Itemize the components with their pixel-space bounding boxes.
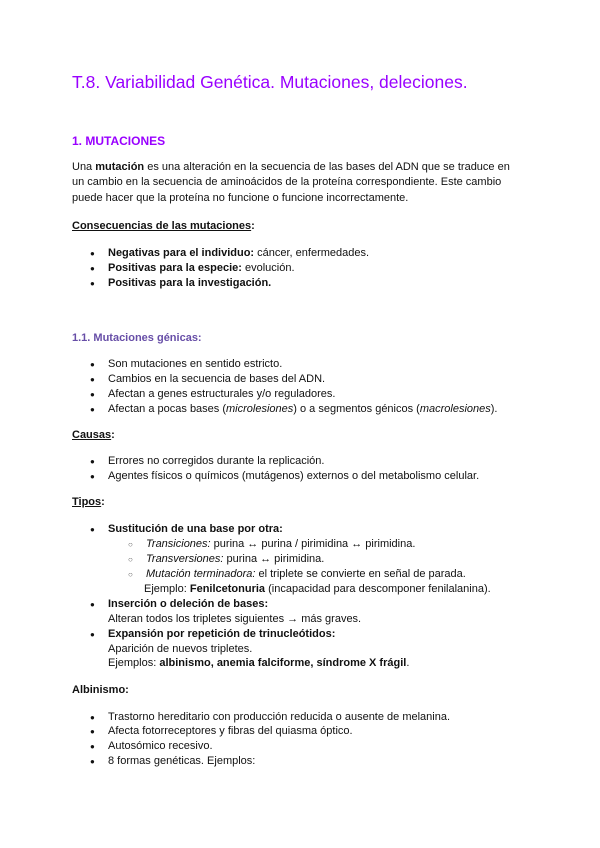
text-run: Consecuencias de las mutaciones	[72, 220, 252, 232]
text-line	[108, 642, 252, 656]
text-run: un cambio en la secuencia de aminoácidos de la proteína correspondiente. Este cambio	[72, 176, 502, 188]
list-item	[108, 469, 479, 483]
text-run: Trastorno hereditario con producción reducida o ausente de melanina.	[108, 711, 451, 723]
text-run: Afectan a genes estructurales y/o reguladores.	[108, 388, 336, 400]
list-item	[108, 597, 268, 611]
text-run: Inserción o deleción de bases:	[108, 598, 269, 610]
text-run: Aparición de nuevos tripletes.	[108, 643, 253, 655]
bullet-icon: ●	[90, 279, 95, 288]
text-run: Positivas para la investigación.	[108, 277, 272, 289]
bullet-icon: ●	[90, 249, 95, 258]
text-run: :	[111, 429, 115, 441]
text-run: Ejemplos:	[108, 657, 160, 669]
text-line	[108, 656, 409, 670]
text-run: Autosómico recesivo.	[108, 740, 213, 752]
list-item	[108, 372, 325, 386]
text-run: (incapacidad para descomponer fenilalanina).	[265, 583, 491, 595]
text-run: Alteran todos los tripletes siguientes → más graves.	[108, 613, 362, 625]
text-run: Cambios en la secuencia de bases del ADN.	[108, 373, 326, 385]
text-run: Fenilcetonuria	[189, 583, 266, 595]
text-run: macrolesiones	[419, 403, 491, 415]
text-line	[72, 219, 255, 233]
text-run: evolución.	[241, 262, 295, 274]
list-item	[146, 552, 324, 566]
text-line	[72, 495, 105, 509]
list-item	[108, 724, 353, 738]
text-run: purina ↔ purina / pirimidina ↔ pirimidina.	[210, 538, 416, 550]
text-line	[72, 160, 510, 174]
text-run: Albinismo:	[72, 684, 129, 696]
bullet-icon: ●	[90, 630, 95, 639]
text-run: puede hacer que la proteína no funcione o funcione incorrectamente.	[72, 192, 409, 204]
bullet-icon: ●	[90, 375, 95, 384]
text-run: 8 formas genéticas. Ejemplos:	[108, 755, 256, 767]
text-run: Positivas para la especie:	[108, 262, 242, 274]
bullet-icon: ●	[90, 360, 95, 369]
text-run: el triplete se convierte en señal de parada.	[255, 568, 466, 580]
subsection-heading	[72, 331, 202, 345]
list-item	[108, 454, 324, 468]
text-run: purina ↔ pirimidina.	[223, 553, 325, 565]
list-item	[108, 754, 255, 768]
text-run: es una alteración en la secuencia de las bases del ADN que se traduce en	[144, 161, 510, 173]
text-run: Causas	[72, 429, 112, 441]
bullet-icon: ●	[90, 390, 95, 399]
text-run: 1.1. Mutaciones génicas:	[72, 332, 202, 344]
list-item	[146, 537, 415, 551]
text-run: Transiciones:	[146, 538, 211, 550]
text-run: Una	[72, 161, 96, 173]
text-run: Afecta fotorreceptores y fibras del quiasma óptico.	[108, 725, 353, 737]
text-run: Son mutaciones en sentido estricto.	[108, 358, 283, 370]
text-run: ) o a segmentos génicos (	[293, 403, 420, 415]
sub-bullet-icon: ○	[128, 555, 133, 564]
text-run: Sustitución de una base por otra:	[108, 523, 283, 535]
bullet-icon: ●	[90, 757, 95, 766]
list-item	[108, 276, 271, 290]
list-item	[108, 627, 335, 641]
text-run: Afectan a pocas bases (	[108, 403, 227, 415]
bullet-icon: ●	[90, 600, 95, 609]
sub-bullet-icon: ○	[128, 540, 133, 549]
document-title: T.8. Variabilidad Genética. Mutaciones, deleciones.	[72, 72, 468, 92]
text-run: Transversiones:	[146, 553, 224, 565]
list-item	[108, 739, 213, 753]
text-run: Negativas para el individuo:	[108, 247, 255, 259]
text-line	[144, 582, 491, 596]
text-run: .	[406, 657, 410, 669]
text-run: Errores no corregidos durante la replicación.	[108, 455, 325, 467]
bullet-icon: ●	[90, 713, 95, 722]
text-run: :	[251, 220, 255, 232]
text-run: Expansión por repetición de trinucleótidos:	[108, 628, 336, 640]
list-item	[108, 261, 295, 275]
text-run: cáncer, enfermedades.	[254, 247, 370, 259]
text-line	[72, 683, 129, 697]
text-line	[72, 191, 408, 205]
list-item	[108, 402, 498, 416]
list-item	[108, 246, 369, 260]
bullet-icon: ●	[90, 742, 95, 751]
text-run: Tipos	[72, 496, 102, 508]
bullet-icon: ●	[90, 525, 95, 534]
text-line	[72, 175, 501, 189]
list-item	[108, 522, 283, 536]
list-item	[108, 387, 335, 401]
text-run: microlesiones	[226, 403, 294, 415]
text-run: Mutación terminadora:	[146, 568, 256, 580]
text-run: :	[101, 496, 105, 508]
bullet-icon: ●	[90, 405, 95, 414]
list-item	[108, 710, 450, 724]
text-line	[108, 612, 361, 626]
sub-bullet-icon: ○	[128, 570, 133, 579]
bullet-icon: ●	[90, 457, 95, 466]
bullet-icon: ●	[90, 472, 95, 481]
text-run: Agentes físicos o químicos (mutágenos) externos o del metabolismo celular.	[108, 470, 480, 482]
text-run: Ejemplo:	[144, 583, 190, 595]
bullet-icon: ●	[90, 727, 95, 736]
section-heading-mutaciones: 1. MUTACIONES	[72, 134, 166, 148]
text-run: albinismo, anemia falciforme, síndrome X frágil	[159, 657, 407, 669]
list-item	[108, 357, 282, 371]
text-line	[72, 428, 115, 442]
bullet-icon: ●	[90, 264, 95, 273]
list-item	[146, 567, 466, 581]
text-run: mutación	[95, 161, 145, 173]
text-run: ).	[490, 403, 498, 415]
